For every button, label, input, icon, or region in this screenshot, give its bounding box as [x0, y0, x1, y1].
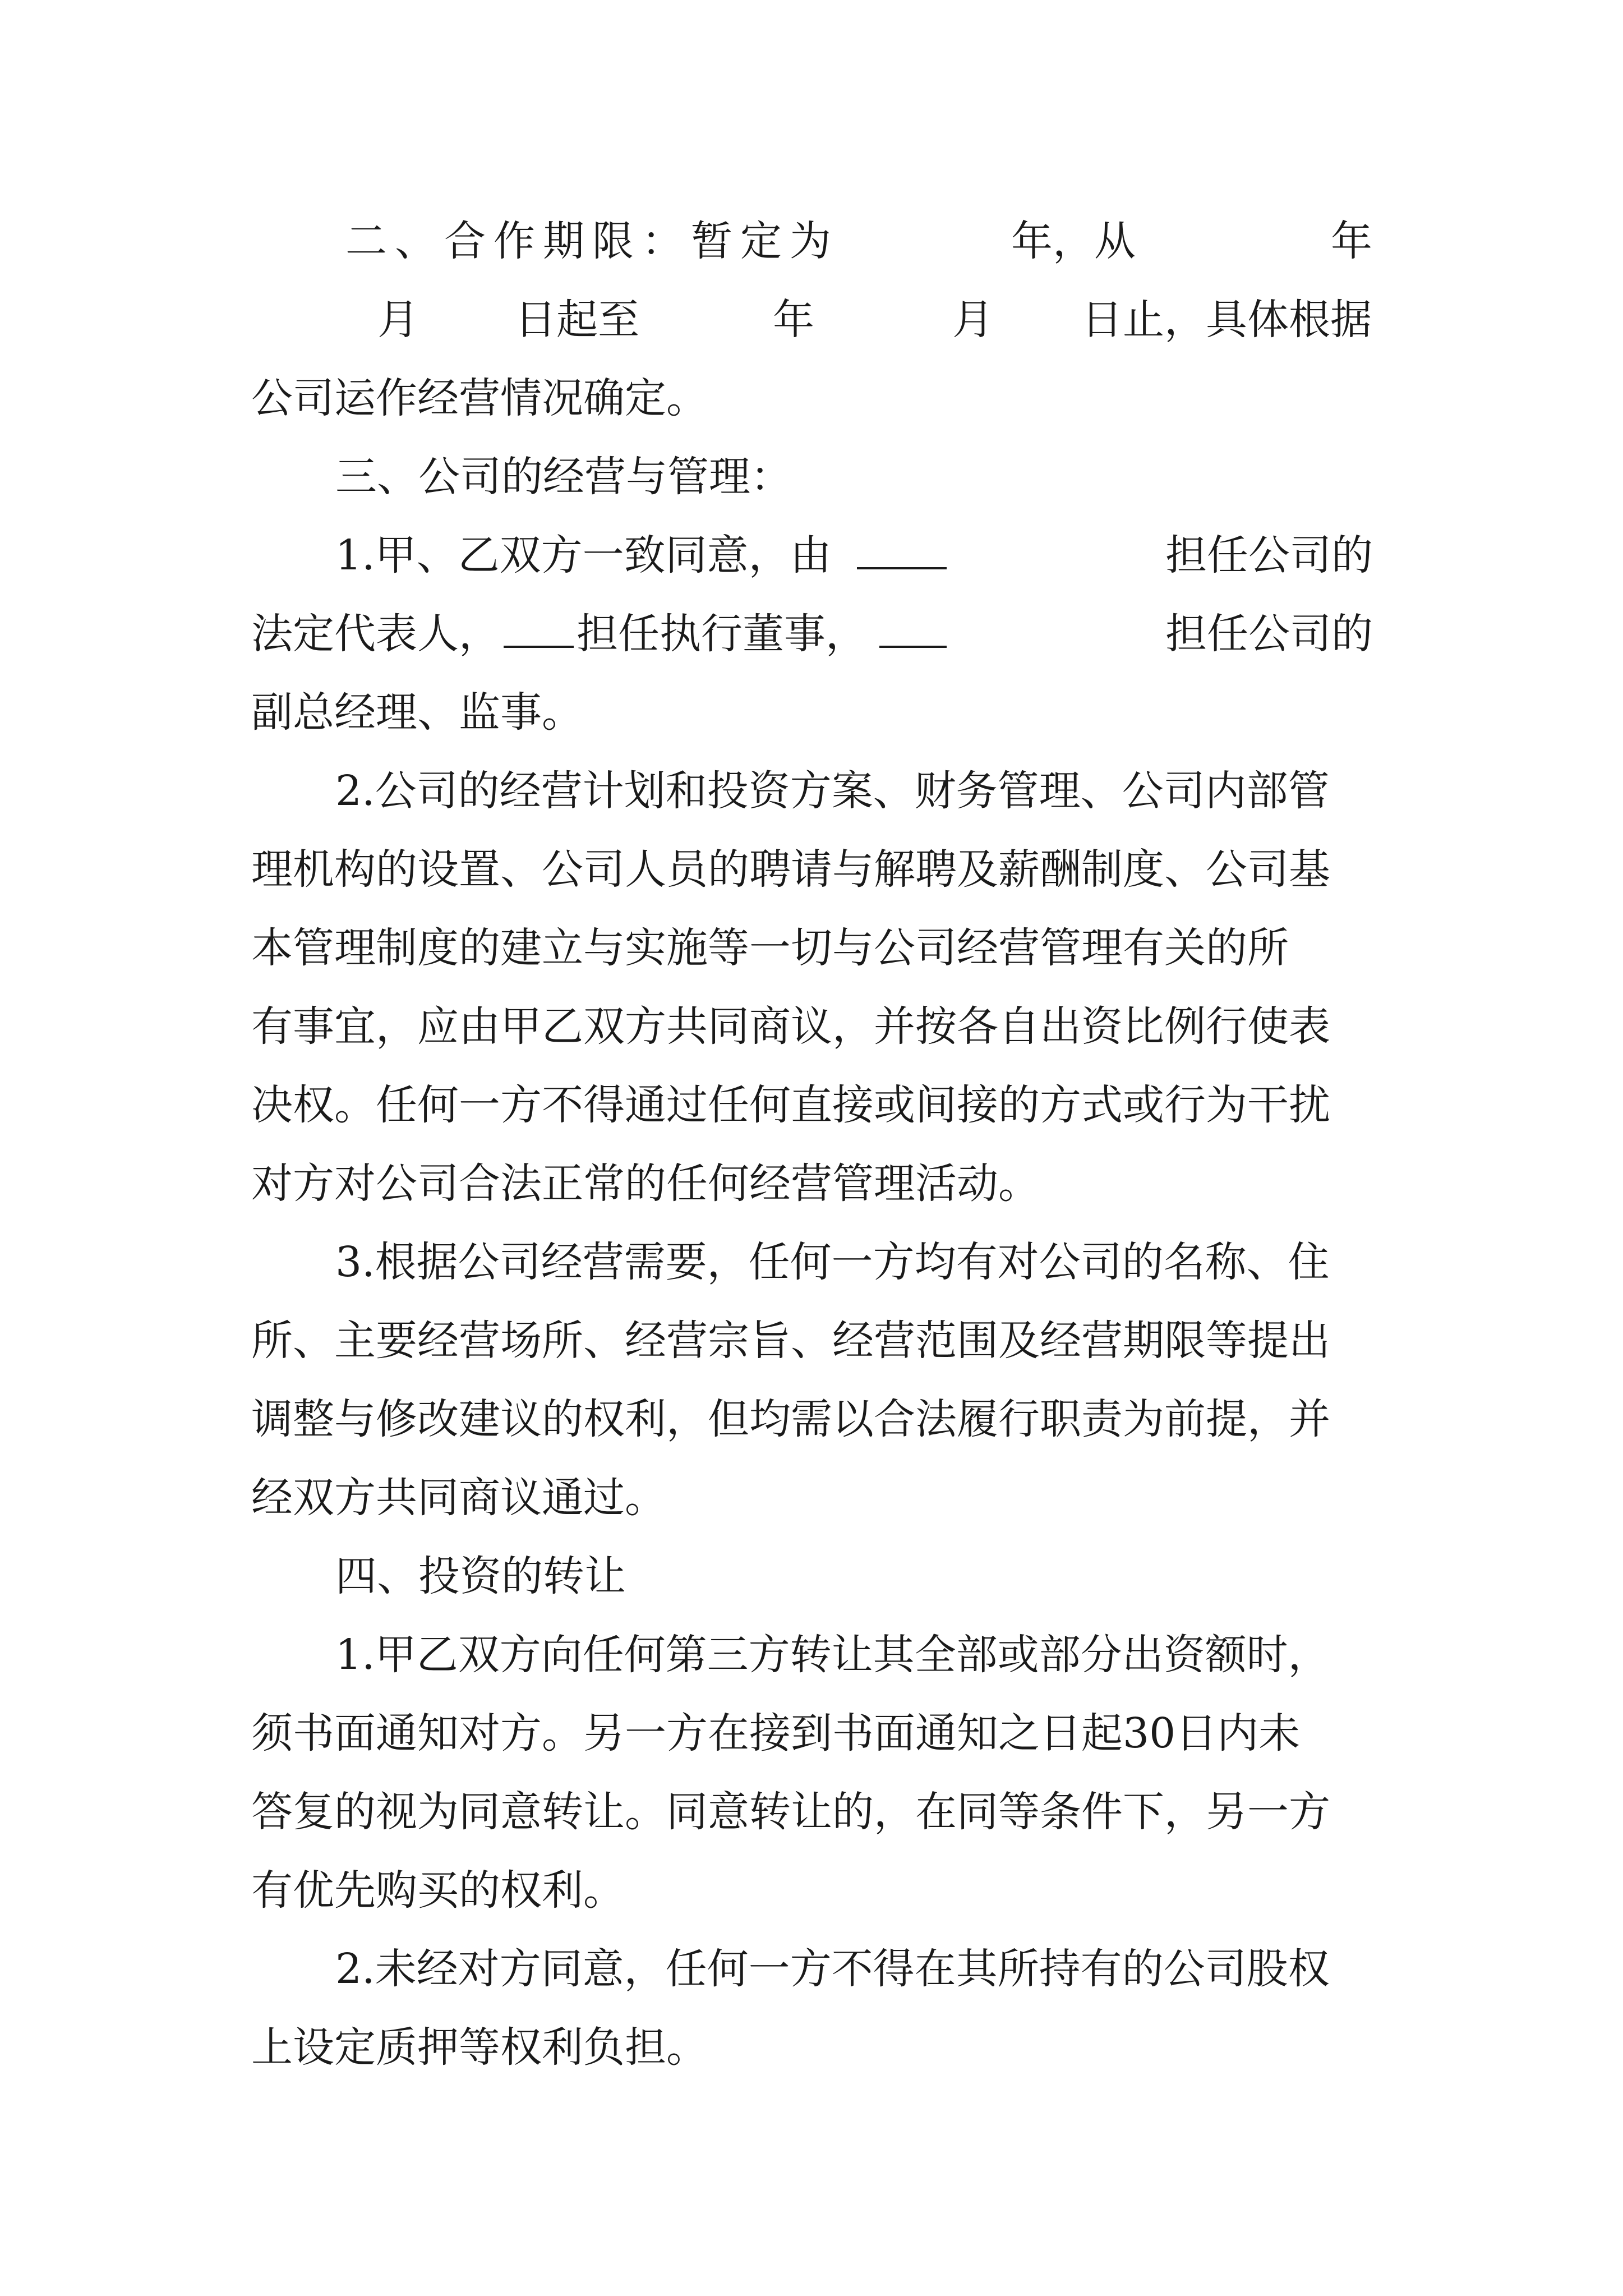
section2-line2 [251, 280, 1373, 359]
section2-text: 公司运作经营情况确定。 [251, 374, 708, 422]
section4-item2-text: 2.未经对方同意，任何一方不得在其所持有的公司股权 [335, 1945, 1330, 1993]
section3-item2-line6 [251, 1144, 1373, 1223]
section2-day-to: 日止，具体根据 [1081, 296, 1372, 344]
section3-item3-text: 3.根据公司经营需要，任何一方均有对公司的名称、住 [335, 1238, 1330, 1286]
section3-item3-text: 所、主要经营场所、经营宗旨、经营范围及经营期限等提出 [251, 1317, 1330, 1365]
blank-executive-director [504, 595, 574, 673]
section3-item3-line1 [251, 1223, 1373, 1301]
section3-item1-part-e: 担任公司的 [1165, 610, 1373, 658]
section3-item2-line2 [251, 830, 1373, 909]
section2-line3 [251, 359, 1373, 438]
blank-deputy-manager [879, 595, 947, 673]
section3-item2-line5 [251, 1066, 1373, 1144]
section3-item1-part-a: 1.甲、乙双方一致同意，由 [335, 531, 832, 579]
section3-item3-text: 经双方共同商议通过。 [251, 1474, 666, 1522]
section4-item1-line2 [251, 1694, 1373, 1773]
blank-legal-representative [857, 516, 947, 595]
section4-item1-text: 1.甲乙双方向任何第三方转让其全部或部分出资额时， [335, 1631, 1330, 1679]
section3-item3-line4 [251, 1458, 1373, 1537]
section4-item2-line1 [251, 1930, 1373, 2008]
section2-month-2: 月 [952, 296, 994, 344]
section3-item2-text: 决权。任何一方不得通过任何直接或间接的方式或行为干扰 [251, 1081, 1330, 1129]
section2-line1 [251, 202, 1373, 280]
section3-item1-part-f: 副总经理、监事。 [251, 688, 583, 737]
section3-item2-text: 对方对公司合法正常的任何经营管理活动。 [251, 1159, 1040, 1208]
section2-month-1: 月 [377, 296, 419, 344]
section4-item1-line4 [251, 1851, 1373, 1930]
section2-year-unit-2: 年 [1331, 217, 1372, 265]
section4-item1-text: 有优先购买的权利。 [251, 1866, 625, 1915]
section3-item2-text: 本管理制度的建立与实施等一切与公司经营管理有关的所 [251, 924, 1289, 972]
section4-item2-text: 上设定质押等权利负担。 [251, 2023, 708, 2072]
section4-item1-text: 须书面通知对方。另一方在接到书面通知之日起30日内未 [251, 1709, 1301, 1757]
section3-item1-line2 [251, 595, 1373, 673]
section3-item1-line1 [251, 516, 1373, 595]
section3-item1-part-d: 担任执行董事， [577, 610, 867, 658]
section4-item2-line2 [251, 2008, 1373, 2087]
section3-heading-line [251, 438, 1373, 516]
section4-item1-text: 答复的视为同意转让。同意转让的，在同等条件下，另一方 [251, 1788, 1330, 1836]
section3-item1-part-c: 法定代表人， [251, 610, 500, 658]
section2-day-from: 日起至 [515, 296, 639, 344]
section3-item2-line3 [251, 909, 1373, 987]
section2-year-unit-1: 年，从 [1011, 217, 1136, 265]
section4-item1-line1 [251, 1616, 1373, 1694]
section3-item2-text: 2.公司的经营计划和投资方案、财务管理、公司内部管 [335, 767, 1330, 815]
section3-item3-line3 [251, 1380, 1373, 1458]
section3-item2-text: 理机构的设置、公司人员的聘请与解聘及薪酬制度、公司基 [251, 845, 1330, 894]
section3-item2-line1 [251, 752, 1373, 830]
section4-heading-line [251, 1537, 1373, 1616]
section3-item2-line4 [251, 987, 1373, 1066]
section4-item1-line3 [251, 1773, 1373, 1851]
section3-item3-line2 [251, 1301, 1373, 1380]
section3-item3-text: 调整与修改建议的权利，但均需以合法履行职责为前提，并 [251, 1395, 1330, 1443]
section2-heading: 二、合作期限：暂定为 [345, 217, 839, 265]
section3-item2-text: 有事宜，应由甲乙双方共同商议，并按各自出资比例行使表 [251, 1002, 1330, 1051]
section2-year-3: 年 [773, 296, 814, 344]
section3-item1-line3 [251, 673, 1373, 752]
section4-heading: 四、投资的转让 [335, 1552, 626, 1600]
section3-heading: 三、公司的经营与管理： [335, 453, 792, 501]
section3-item1-part-b: 担任公司的 [1165, 531, 1373, 579]
